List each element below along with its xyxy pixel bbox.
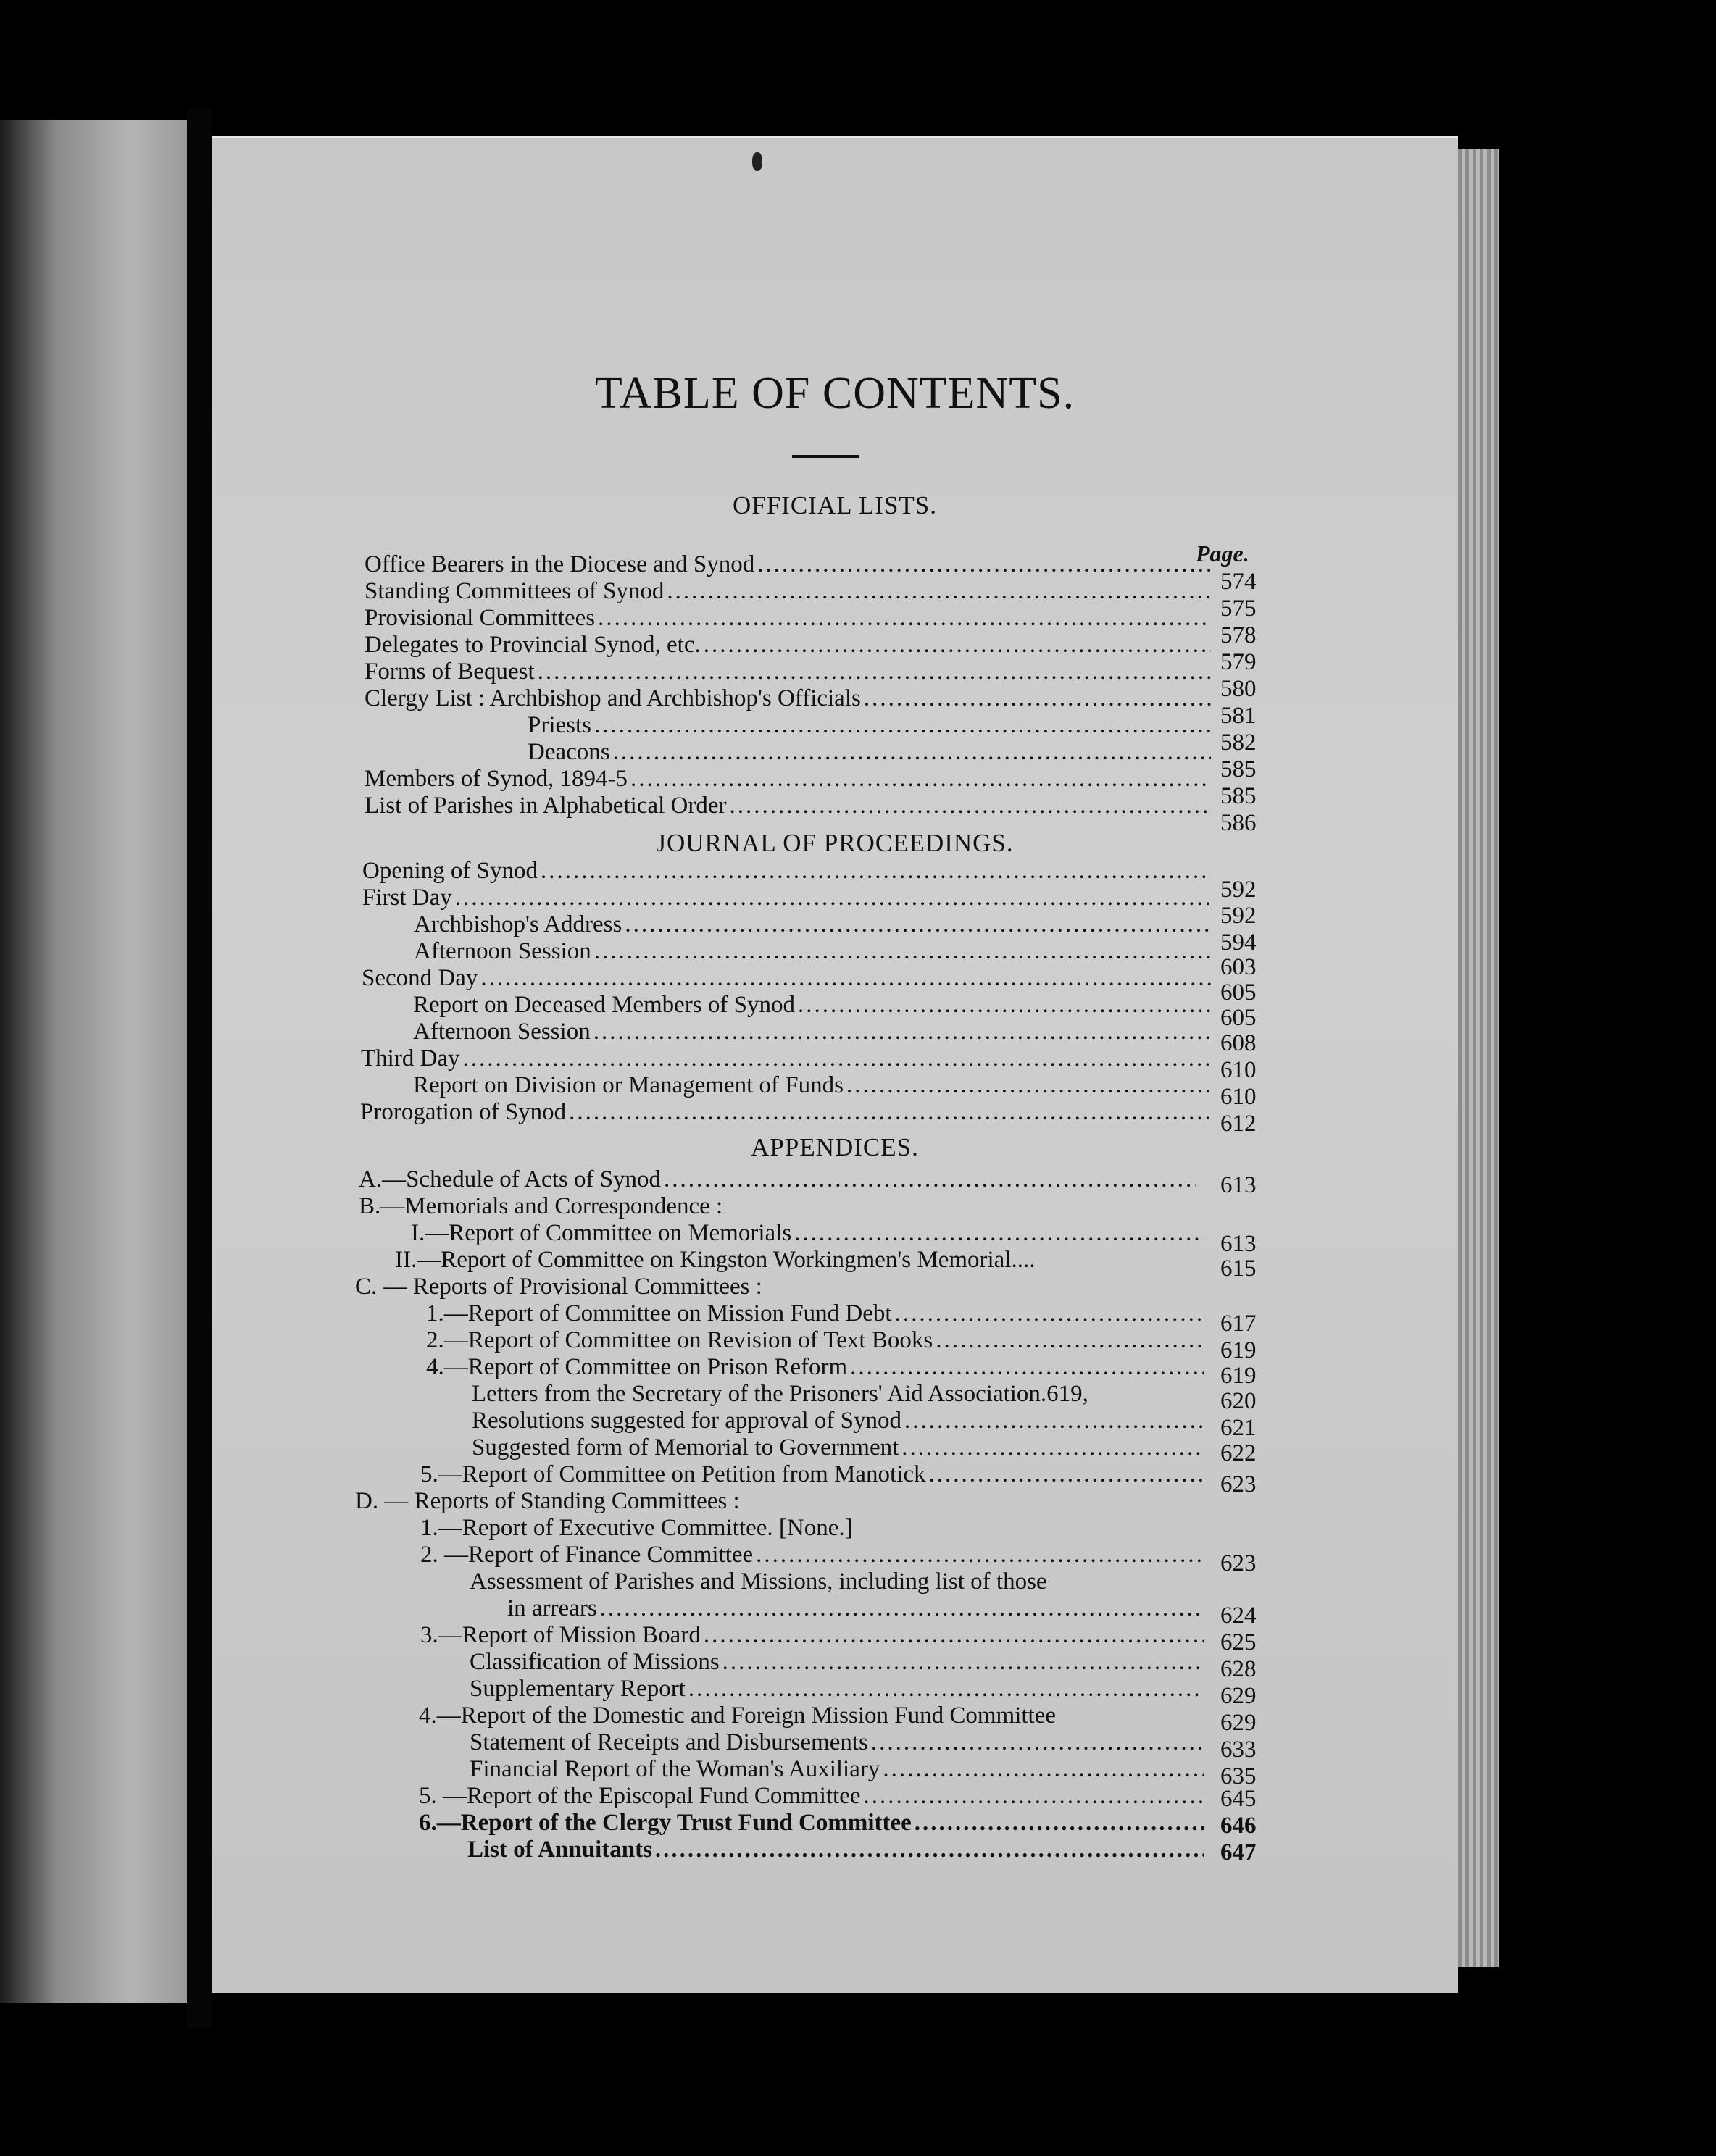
toc-entry: Report on Division or Management of Funds ..... <box>413 1071 1214 1099</box>
toc-entry: Financial Report of the Woman's Auxiliary ..... <box>470 1755 1207 1783</box>
toc-page-number: 646 <box>1220 1813 1257 1839</box>
toc-entry: Deacons ..... <box>528 738 1214 766</box>
toc-page-number: 629 <box>1220 1683 1257 1709</box>
toc-entry: Members of Synod, 1894-5 ..... <box>365 765 1214 793</box>
toc-page-number: 581 <box>1220 703 1257 729</box>
toc-entry: Opening of Synod ..... <box>362 857 1214 885</box>
toc-entry: Office Bearers in the Diocese and Synod ..... <box>365 551 1214 578</box>
toc-page-number: 605 <box>1220 1005 1257 1031</box>
book-gutter <box>187 109 212 2028</box>
toc-entry: 4.—Report of the Domestic and Foreign Mission Fund Committee <box>419 1702 1057 1729</box>
toc-entry: Provisional Committees ..... <box>365 604 1214 632</box>
toc-page-number: 608 <box>1220 1030 1257 1056</box>
toc-page-number: 610 <box>1220 1057 1257 1083</box>
toc-page-number: 605 <box>1220 979 1257 1006</box>
toc-entry: Third Day ..... <box>361 1045 1214 1072</box>
toc-entry: Afternoon Session ..... <box>413 1018 1214 1045</box>
toc-page-number: 625 <box>1220 1629 1257 1655</box>
toc-entry: Resolutions suggested for approval of Synod ..... <box>472 1407 1207 1434</box>
toc-entry: II.—Report of Committee on Kingston Workingmen's Memorial.... <box>395 1247 1036 1273</box>
section-heading-official-lists: OFFICIAL LISTS. <box>732 491 938 519</box>
toc-page-number: 645 <box>1220 1786 1257 1812</box>
toc-page-number: 585 <box>1220 783 1257 809</box>
toc-page-number: 585 <box>1220 756 1257 782</box>
toc-page-number: 624 <box>1220 1603 1257 1629</box>
toc-entry: A.—Schedule of Acts of Synod ..... <box>359 1166 1199 1193</box>
toc-page-number: 575 <box>1220 596 1257 622</box>
toc-entry: Forms of Bequest ..... <box>365 658 1214 685</box>
toc-entry: 5. —Report of the Episcopal Fund Committee ..... <box>419 1782 1207 1810</box>
toc-entry: B.—Memorials and Correspondence : <box>359 1193 723 1219</box>
toc-page-number: 622 <box>1220 1440 1257 1466</box>
toc-page-number: 613 <box>1220 1172 1257 1198</box>
toc-page-number: 635 <box>1220 1763 1257 1789</box>
toc-entry: 2.—Report of Committee on Revision of Text Books ..... <box>426 1326 1207 1354</box>
toc-page-number: 579 <box>1220 649 1257 675</box>
toc-entry: 5.—Report of Committee on Petition from Manotick ..... <box>420 1461 1207 1488</box>
toc-entry: Supplementary Report ..... <box>470 1675 1207 1702</box>
toc-entry: in arrears ..... <box>507 1595 1207 1622</box>
toc-entry: Report on Deceased Members of Synod ..... <box>413 991 1214 1019</box>
toc-page-number: 582 <box>1220 730 1257 756</box>
toc-entry: Standing Committees of Synod ..... <box>365 577 1214 605</box>
page-block-edge <box>1458 149 1499 1967</box>
toc-entry: I.—Report of Committee on Memorials ..... <box>411 1219 1207 1247</box>
title-rule <box>792 455 859 458</box>
toc-entry: List of Annuitants ..... <box>467 1836 1207 1863</box>
toc-page-number: 633 <box>1220 1737 1257 1763</box>
page-title: TABLE OF CONTENTS. <box>594 369 1075 418</box>
toc-entry: 3.—Report of Mission Board ..... <box>420 1621 1207 1649</box>
toc-entry: 2. —Report of Finance Committee ..... <box>420 1541 1207 1568</box>
toc-entry: Second Day ..... <box>362 964 1214 992</box>
toc-entry: Suggested form of Memorial to Government ..... <box>472 1434 1207 1461</box>
toc-page-number: 623 <box>1220 1550 1257 1576</box>
toc-entry: Clergy List : Archbishop and Archbishop's Officials ..... <box>365 685 1214 712</box>
toc-entry: Assessment of Parishes and Missions, including list of those <box>470 1568 1047 1595</box>
toc-page-number: 629 <box>1220 1710 1257 1736</box>
toc-entry: Priests ..... <box>528 711 1214 739</box>
toc-page-number: 619 <box>1220 1363 1257 1389</box>
toc-entry: D. — Reports of Standing Committees : <box>355 1488 740 1514</box>
toc-entry: 4.—Report of Committee on Prison Reform ..... <box>426 1353 1207 1381</box>
toc-page-number: 647 <box>1220 1839 1257 1865</box>
toc-page-number: 610 <box>1220 1084 1257 1110</box>
toc-entry: 6.—Report of the Clergy Trust Fund Committee ..... <box>419 1809 1207 1837</box>
toc-entry: 1.—Report of Committee on Mission Fund Debt ..... <box>426 1300 1207 1327</box>
toc-page-number: 619 <box>1220 1337 1257 1363</box>
toc-page-number: 580 <box>1220 676 1257 702</box>
toc-page-number: 621 <box>1220 1415 1257 1441</box>
toc-page-number: 586 <box>1220 810 1257 836</box>
section-heading-journal: JOURNAL OF PROCEEDINGS. <box>656 829 1014 857</box>
page-column-header: Page. <box>1196 540 1249 567</box>
adjacent-page-edge <box>0 120 187 2003</box>
toc-entry: Letters from the Secretary of the Prisoners' Aid Association.619, <box>472 1381 1088 1407</box>
toc-page-number: 574 <box>1220 569 1257 595</box>
toc-entry: C. — Reports of Provisional Committees : <box>355 1274 762 1300</box>
section-heading-appendices: APPENDICES. <box>751 1133 919 1161</box>
toc-page-number: 615 <box>1220 1255 1257 1282</box>
toc-page-number: 578 <box>1220 622 1257 648</box>
toc-entry: Archbishop's Address ..... <box>414 911 1214 938</box>
toc-page-number: 592 <box>1220 877 1257 903</box>
toc-page-number: 592 <box>1220 903 1257 929</box>
toc-page-number: 603 <box>1220 954 1257 980</box>
toc-page-number: 617 <box>1220 1311 1257 1337</box>
toc-entry: Statement of Receipts and Disbursements ..... <box>470 1729 1207 1756</box>
toc-page-number: 612 <box>1220 1111 1257 1137</box>
toc-entry: List of Parishes in Alphabetical Order ..... <box>365 792 1214 819</box>
toc-page-number: 620 <box>1220 1388 1257 1414</box>
toc-entry: Delegates to Provincial Synod, etc. ..... <box>365 631 1214 659</box>
toc-page-number: 594 <box>1220 929 1257 956</box>
toc-page-number: 628 <box>1220 1656 1257 1682</box>
toc-entry: Afternoon Session ..... <box>414 937 1214 965</box>
toc-entry: Prorogation of Synod ..... <box>360 1098 1214 1126</box>
ink-mark <box>752 152 762 171</box>
toc-entry: 1.—Report of Executive Committee. [None.] <box>420 1515 853 1541</box>
toc-entry: Classification of Missions ..... <box>470 1648 1207 1676</box>
toc-entry: First Day ..... <box>362 884 1214 911</box>
toc-page-number: 623 <box>1220 1471 1257 1497</box>
toc-page-number: 613 <box>1220 1231 1257 1257</box>
